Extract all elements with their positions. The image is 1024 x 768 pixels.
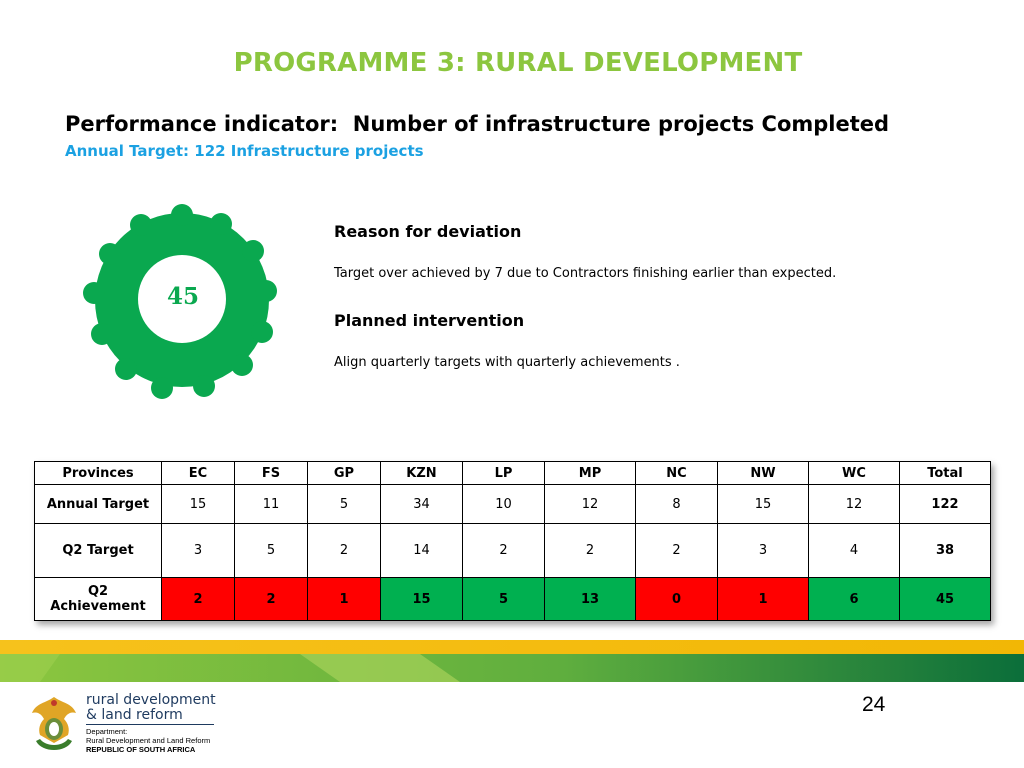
table-cell: 11 xyxy=(235,485,308,524)
q2-target-row xyxy=(35,524,991,578)
dept-line-2: Rural Development and Land Reform xyxy=(86,736,211,745)
achievement-cell: 6 xyxy=(809,578,900,621)
department-logo-text xyxy=(86,693,216,723)
intervention-heading: Planned intervention xyxy=(334,311,525,330)
table-cell: 12 xyxy=(809,485,900,524)
dept-line-1: Department: xyxy=(86,727,128,736)
achievement-cell: 1 xyxy=(718,578,809,621)
table-cell: 14 xyxy=(381,524,463,578)
total-cell: 45 xyxy=(900,578,991,621)
annual-target-text: Annual Target: 122 Infrastructure projects xyxy=(65,142,424,160)
table-cell: 2 xyxy=(308,524,381,578)
row-label: Annual Target xyxy=(35,485,162,524)
row-label: Q2 Target xyxy=(35,524,162,578)
logo-line-1: rural development xyxy=(86,692,216,708)
table-cell: 5 xyxy=(308,485,381,524)
intervention-text: Align quarterly targets with quarterly achievements . xyxy=(334,355,680,370)
total-cell: 38 xyxy=(900,524,991,578)
achievement-cell: 1 xyxy=(308,578,381,621)
achievement-cell: 2 xyxy=(235,578,308,621)
achievement-cell: 13 xyxy=(545,578,636,621)
table-cell: 10 xyxy=(463,485,545,524)
table-cell: 3 xyxy=(162,524,235,578)
table-cell: 15 xyxy=(718,485,809,524)
page-title: PROGRAMME 3: RURAL DEVELOPMENT xyxy=(233,48,803,78)
header-cell: NW xyxy=(718,462,809,485)
footer-band xyxy=(0,640,1024,682)
annual-target-row xyxy=(35,485,991,524)
reason-heading: Reason for deviation xyxy=(334,222,522,241)
logo-line-2: & land reform xyxy=(86,707,183,723)
performance-indicator: Performance indicator: Number of infrastructure projects Completed xyxy=(65,112,890,136)
dept-line-3: REPUBLIC OF SOUTH AFRICA xyxy=(86,745,196,754)
header-cell: Provinces xyxy=(35,462,162,485)
total-cell: 122 xyxy=(900,485,991,524)
logo-divider xyxy=(86,724,214,725)
table-cell: 3 xyxy=(718,524,809,578)
table-cell: 2 xyxy=(545,524,636,578)
header-cell: GP xyxy=(308,462,381,485)
q2-achievement-row xyxy=(35,578,991,621)
header-cell: Total xyxy=(900,462,991,485)
department-name xyxy=(86,727,210,754)
table-cell: 15 xyxy=(162,485,235,524)
table-cell: 2 xyxy=(463,524,545,578)
table-cell: 34 xyxy=(381,485,463,524)
header-cell: KZN xyxy=(381,462,463,485)
table-cell: 5 xyxy=(235,524,308,578)
coat-of-arms-logo xyxy=(28,693,80,757)
page-number: 24 xyxy=(862,693,886,716)
header-cell: NC xyxy=(636,462,718,485)
achievement-cell: 2 xyxy=(162,578,235,621)
row-label: Q2 Achievement xyxy=(35,578,162,621)
header-cell: MP xyxy=(545,462,636,485)
provinces-table xyxy=(34,461,991,621)
reason-text: Target over achieved by 7 due to Contractors finishing earlier than expected. xyxy=(334,266,837,281)
table-header-row xyxy=(35,462,991,485)
table-cell: 2 xyxy=(636,524,718,578)
achievement-cell: 0 xyxy=(636,578,718,621)
gear-value: 45 xyxy=(166,283,199,310)
table-cell: 4 xyxy=(809,524,900,578)
header-cell: WC xyxy=(809,462,900,485)
achievement-cell: 15 xyxy=(381,578,463,621)
table-cell: 8 xyxy=(636,485,718,524)
header-cell: LP xyxy=(463,462,545,485)
achievement-cell: 5 xyxy=(463,578,545,621)
header-cell: FS xyxy=(235,462,308,485)
header-cell: EC xyxy=(162,462,235,485)
table-cell: 12 xyxy=(545,485,636,524)
